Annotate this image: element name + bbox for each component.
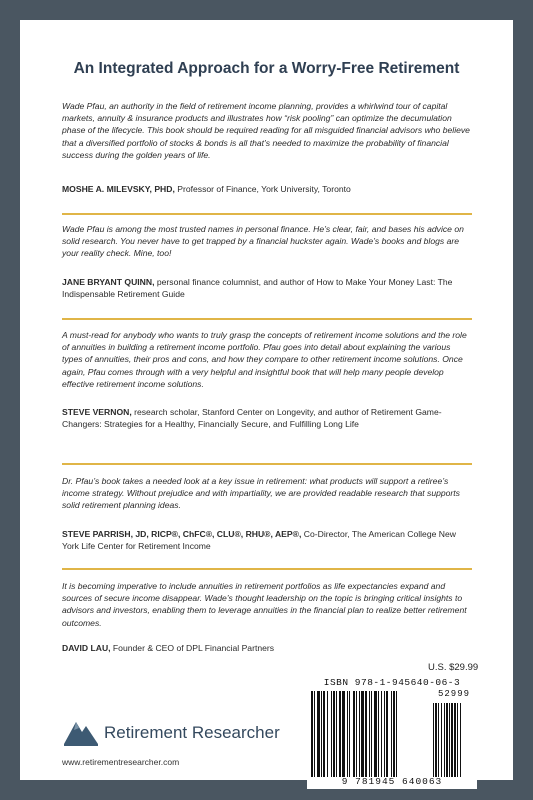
barcode-bar xyxy=(327,691,328,777)
endorsement-attribution-3 xyxy=(62,406,472,430)
publisher-logo-text: Retirement Researcher xyxy=(104,723,280,742)
addon-bar xyxy=(451,703,453,777)
barcode-bar xyxy=(384,691,385,777)
endorsement-quote-2: Wade Pfau is among the most trusted names in personal finance. He’s clear, fair, and bases his advice on solid research. You never have to get trapped by a financial huckster again. Wade’s books and blogs are your reality check. Mine, too! xyxy=(62,224,464,259)
barcode-bar xyxy=(311,691,313,777)
addon-bar xyxy=(449,703,450,777)
barcode-bar xyxy=(356,691,357,777)
addon-bar xyxy=(438,703,439,777)
endorsement-quote-4: Dr. Pfau’s book takes a needed look at a key issue in retirement: what products will support a retiree’s income strategy. Without prejudice and with impartiality, we are provided readable research that supports solid retirement planning ideas. xyxy=(62,476,460,511)
gold-divider-2 xyxy=(62,318,472,320)
endorsement-attribution-4 xyxy=(62,528,472,552)
barcode-bar xyxy=(365,691,367,777)
endorser-title-4: Co-Director, The American College New York Life Center for Retirement Income xyxy=(62,529,456,552)
endorsement-quote-3: A must-read for anybody who wants to truly grasp the concepts of retirement income solutions and the role of annuities in building a retirement income portfolio. Pfau goes into detail about explaining the various types of annuities, their pros and cons, and how they compare to other retirement income solutions. Once again, Pfau comes through with a very helpful and insightful book that will help many people develop effective retirement income solutions. xyxy=(62,330,467,389)
endorser-name-4: STEVE PARRISH, JD, RICP®, ChFC®, CLU®, RHU®, AEP®, xyxy=(62,529,302,539)
endorser-name-3: STEVE VERNON, xyxy=(62,407,132,417)
barcode-bar xyxy=(317,691,320,777)
barcode-bar xyxy=(361,691,364,777)
endorser-name-5: DAVID LAU, xyxy=(62,643,111,653)
barcode-bar xyxy=(386,691,388,777)
barcode-bar xyxy=(314,691,315,777)
addon-bar xyxy=(460,703,461,777)
barcode-bar xyxy=(369,691,370,777)
addon-bar xyxy=(454,703,456,777)
barcode-bar xyxy=(353,691,355,777)
price-label: U.S. $29.99 xyxy=(428,662,479,673)
endorsement-quote-5: It is becoming imperative to include annuities in retirement portfolios as life expectancies expand and sources of secure income disappear. Wade’s thought leadership on the topic is bringing critical insights to advisors and investors, enabling them to leverage annuities in the financial plan to realize better retirement outcomes. xyxy=(62,581,467,628)
mountain-peaks-icon xyxy=(62,714,102,748)
price-addon-number: 52999 xyxy=(438,689,471,699)
barcode-bar xyxy=(331,691,332,777)
barcode-bar xyxy=(391,691,392,777)
endorser-name-1: MOSHE A. MILEVSKY, PHD, xyxy=(62,184,175,194)
endorser-title-3: research scholar, Stanford Center on Longevity, and author of Retirement Game-Changers: Strategies for a Healthy, Financially Secure, and Fulfilling Long Life xyxy=(62,407,442,430)
barcode-bar xyxy=(336,691,337,777)
endorser-title-1: Professor of Finance, York University, Toronto xyxy=(174,184,351,194)
publisher-url: www.retirementresearcher.com xyxy=(62,757,180,767)
endorser-name-2: JANE BRYANT QUINN, xyxy=(62,277,155,287)
barcode-bar xyxy=(393,691,395,777)
barcode-bar xyxy=(371,691,372,777)
addon-bar xyxy=(441,703,442,777)
barcode-bar xyxy=(359,691,360,777)
barcode-bar xyxy=(333,691,335,777)
barcode-bar xyxy=(378,691,379,777)
gold-divider-3 xyxy=(62,463,472,465)
endorsement-attribution-1 xyxy=(62,183,472,195)
barcode-bar xyxy=(374,691,377,777)
addon-bar xyxy=(446,703,448,777)
barcode-bar xyxy=(381,691,382,777)
cover-title: An Integrated Approach for a Worry-Free Retirement xyxy=(73,60,460,77)
barcode-bar xyxy=(339,691,341,777)
barcode-bar xyxy=(342,691,345,777)
addon-bar xyxy=(444,703,445,777)
endorsement-quote-1: Wade Pfau, an authority in the field of retirement income planning, provides a whirlwind tour of capital markets, annuity & insurance products and illustrates how “risk pooling” can optimize the decumulation phase of the lifecycle. This book should be required reading for all misguided financial advisors who believe that a diversified portfolio of stocks & bonds is all that’s needed to maximize the probability of financial success during the golden years of life. xyxy=(62,101,470,160)
endorsement-attribution-5 xyxy=(62,642,472,654)
endorser-title-5: Founder & CEO of DPL Financial Partners xyxy=(110,643,275,653)
addon-bar xyxy=(433,703,434,777)
barcode-number: 9 781945 640063 xyxy=(341,776,443,787)
barcode-bar xyxy=(349,691,350,777)
addon-bar xyxy=(457,703,458,777)
gold-divider-4 xyxy=(62,568,472,570)
barcode-bar xyxy=(323,691,325,777)
gold-divider-1 xyxy=(62,213,472,215)
barcode-bar xyxy=(321,691,322,777)
isbn-label: ISBN 978-1-945640-06-3 xyxy=(323,677,461,688)
white-panel xyxy=(20,20,513,787)
addon-bar xyxy=(435,703,437,777)
endorsement-attribution-2 xyxy=(62,276,472,300)
endorser-title-2: personal finance columnist, and author of How to Make Your Money Last: The Indispensable Retirement Guide xyxy=(62,277,453,300)
barcode-bar xyxy=(396,691,397,777)
barcode-bar xyxy=(347,691,348,777)
